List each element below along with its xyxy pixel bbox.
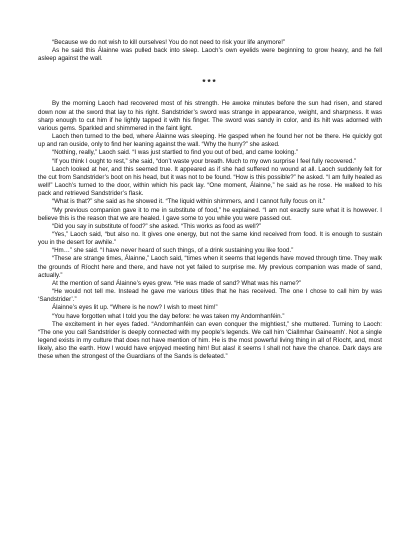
paragraph: At the mention of sand Álainne’s eyes grew. “He was made of sand? What was his name?” — [52, 279, 302, 287]
paragraph: “Because we do not wish to kill ourselves! You do not need to risk your life anymore!” — [52, 39, 286, 46]
paragraph: As he said this Álainne was pulled back into sleep. Laoch’s own eyelids were beginning to grow heavy, and he fell asleep against the wall. — [38, 47, 382, 63]
paragraph: “Yes,” Laoch said, “but also no. It gives one energy, but not the same kind received from food. It is enough to sustain you in the desert for awhile.” — [38, 230, 382, 247]
section-after-break — [38, 100, 382, 361]
paragraph: “My previous companion gave it to me in substitute of food,” he explained. “I am not exactly sure what it is however. I believe this is the reason that we are healed. I gave some to you while you were passed out. — [38, 206, 382, 222]
paragraph: By the morning Laoch had recovered most of his strength. He awoke minutes before the sun had risen, and stared down now at the sword that lay to his right. Sandstrider’s sword was strange in appearance, weight, and sharpness. It was sharp enough to cut him if he lightly tapped it with his finger. The sword was sandy in color, and its hilt was adorned with various gems. Sparkled and shimmered in the faint light. — [38, 100, 382, 132]
paragraph: “He would not tell me. Instead he gave me various titles that he has received. The one I chose to call him by was ‘Sandstrider’.” — [38, 288, 382, 304]
section-before-break — [38, 39, 382, 63]
paragraph: “You have forgotten what I told you the day before: he was taken my Andomhanféin.” — [52, 312, 285, 320]
paragraph: Laoch looked at her, and this seemed true. It appeared as if she had suffered no wound at all. Laoch suddenly felt for the cut from Sandstrider’s boot on his head, but it was not to be found. “How is this possible?” he asked. “I am fully healed as well!” Laoch’s turned to the door, within which his pack lay. “One moment, Álainne,” he said as he rose. He walked to his pack and retrieved Sandstrider’s flask. — [38, 165, 382, 198]
paragraph: “Hm…” she said. “I have never heard of such things, of a drink sustaining you like food.” — [52, 247, 294, 255]
paragraph: “These are strange times, Álainne,” Laoch said, “times when it seems that legends have moved through time. They walk the grounds of Ríocht here and there, and have not yet failed to surprise me. My previous companion was made of sand, actually.” — [38, 255, 382, 279]
scene-break: *** — [202, 78, 218, 88]
paragraph: Laoch then turned to the bed, where Álainne was sleeping. He gasped when he found her not be there. He quickly got up and ran ouside, only to find her leaning against the wall. “Why the hurry?” she asked. — [38, 133, 382, 149]
paragraph: Álainne’s eyes lit up. “Where is he now? I wish to meet him!” — [52, 304, 218, 312]
paragraph: “Did you say in substitute of food?” she asked. “This works as food as well?” — [52, 222, 262, 230]
paragraph: “If you think I ought to rest,” she said, “don’t waste your breath. Much to my own surprise I feel fully recovered.” — [52, 157, 357, 165]
paragraph: “What is that?” she said as he showed it. “The liquid within shimmers, and I cannot fully focus on it.” — [52, 198, 326, 206]
paragraph: The excitement in her eyes faded. “Andomhanféin can even conquer the mightiest,” she muttered. Turning to Laoch: “The one you call Sandstrider is deeply connected with my people’s legends. We call him ‘Ciallmhar Gaineamh’. Not a single legend exists in my culture that does not have mention of him. He is the most powerful living thing in all of Ríocht, and, most likely, also the earth. How I would have enjoyed meeting him! But alas! it seems I shall not have the chance. Dark days are these when the strongest of the Guardians of the Sands is defeated.” — [38, 320, 382, 361]
paragraph: “Nothing, really,” Laoch said. “I was just startled to find you out of bed, and came looking.” — [52, 149, 299, 157]
